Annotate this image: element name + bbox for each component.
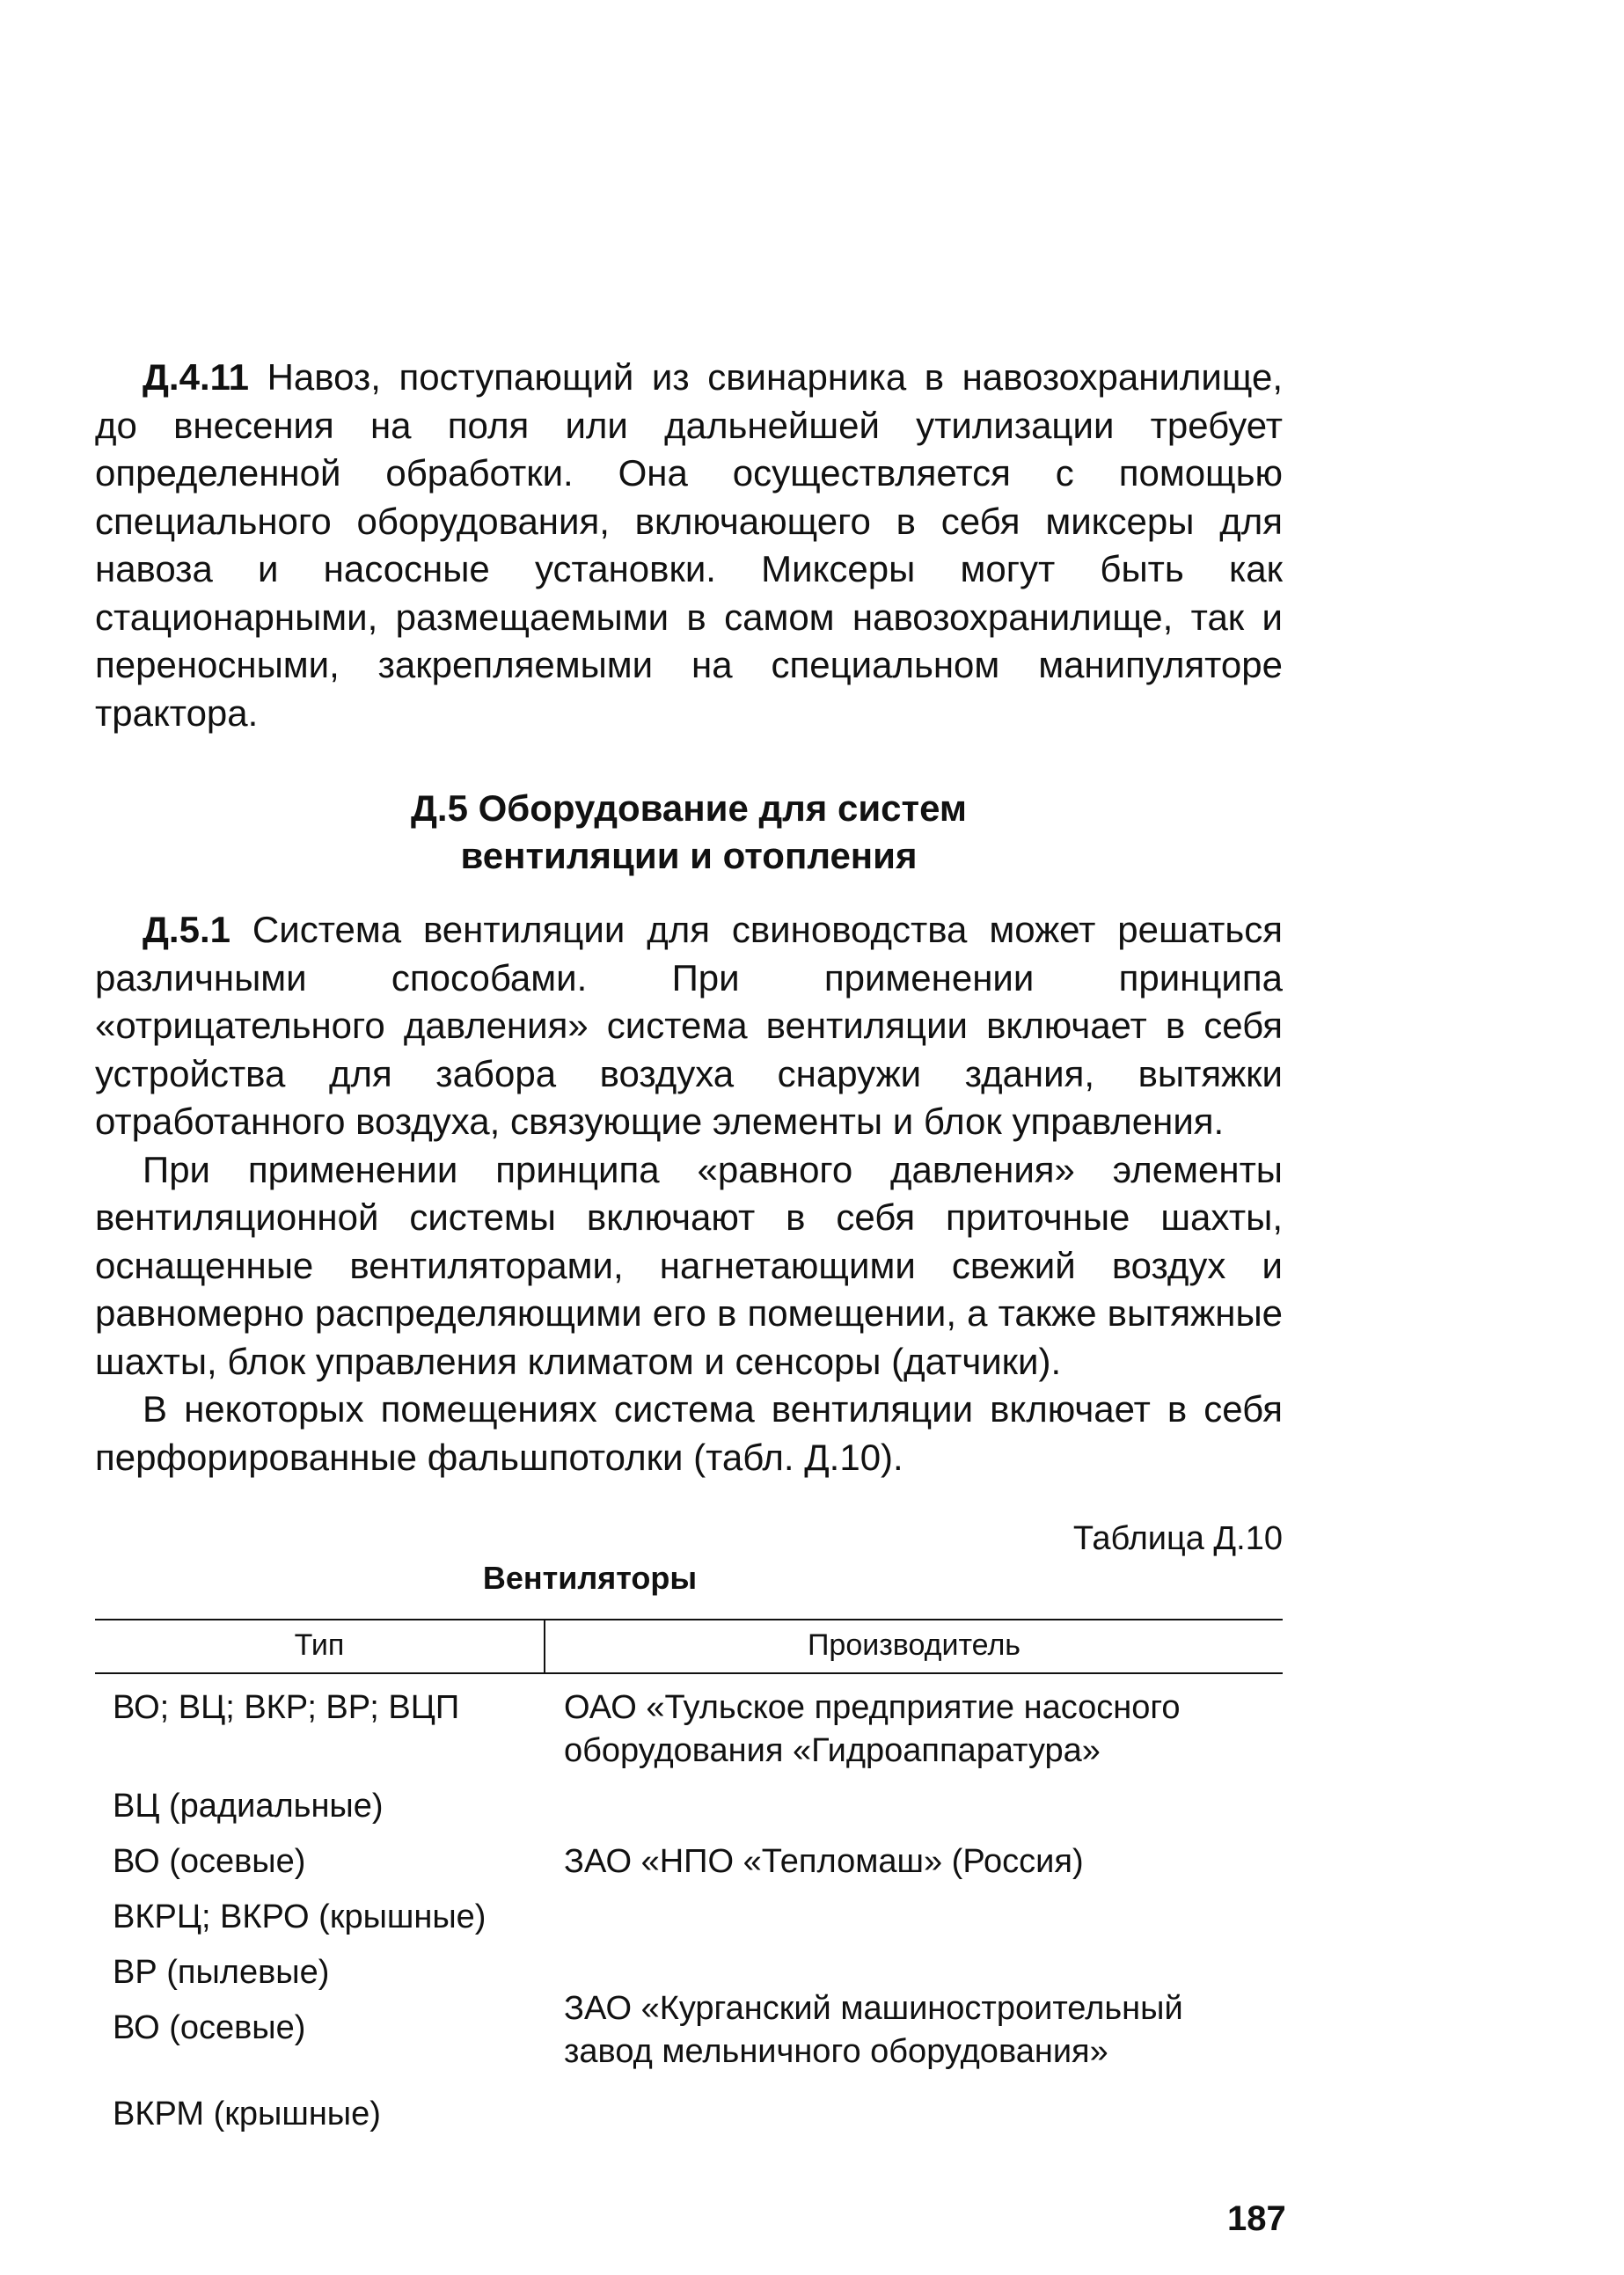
page-content — [95, 354, 1283, 2136]
type-cell: ВО (осевые) — [113, 2009, 306, 2046]
section-heading-line1: Д.5 Оборудование для систем — [411, 787, 967, 829]
manufacturer-cell — [545, 1686, 1283, 1773]
table-header-row — [95, 1620, 1283, 1673]
type-cell: ВКРМ (крышные) — [113, 2096, 381, 2132]
manufacturer-line: завод мельничного оборудования» — [564, 2033, 1108, 2070]
paragraph-number: Д.4.11 — [143, 356, 250, 398]
table-row — [95, 1686, 1283, 1730]
type-cell: ВЦ (радиальные) — [113, 1788, 384, 1825]
manufacturer-line: ОАО «Тульское предприятие насосного — [564, 1689, 1181, 1726]
table-row — [95, 1896, 1283, 1939]
paragraph-d4-11 — [95, 354, 1283, 737]
header-type: Тип — [95, 1620, 545, 1673]
paragraph-number: Д.5.1 — [143, 909, 230, 950]
paragraph-ceilings: В некоторых помещениях система вентиляции включает в себя перфорированные фальшпотолки (табл. Д.10). — [95, 1388, 1283, 1478]
fans-table — [95, 1619, 1283, 2136]
paragraph-text: Навоз, поступающий из свинарника в навозохранилище, до внесения на поля или дальнейшей утилизации требует определенной обработки. Она осуществляется с помощью специального оборудования, включающего в себя миксеры для навоза и насосные установки. Миксеры могут быть как стационарными, размещаемыми в самом навозохранилище, так и переносными, закрепляемыми на специальном манипуляторе трактора. — [95, 356, 1284, 734]
type-cell: ВО (осевые) — [113, 1843, 306, 1880]
type-cell: ВКРЦ; ВКРО (крышные) — [113, 1898, 486, 1935]
table-row — [95, 1840, 1283, 1884]
paragraph-d5-1 — [95, 906, 1283, 1146]
section-heading-line2: вентиляции и отопления — [460, 835, 918, 876]
type-cell: ВР (пылевые) — [113, 1954, 330, 1991]
header-manufacturer: Производитель — [545, 1620, 1283, 1673]
manufacturer-line: оборудования «Гидроаппаратура» — [564, 1732, 1101, 1769]
type-cell: ВО; ВЦ; ВКР; ВР; ВЦП — [113, 1689, 460, 1726]
table-title: Вентиляторы — [482, 1560, 698, 1596]
manufacturer-cell: ЗАО «НПО «Тепломаш» (Россия) — [564, 1843, 1084, 1880]
table-row — [95, 1785, 1283, 1828]
table-row — [95, 2007, 1283, 2081]
table-caption: Таблица Д.10 — [1072, 1520, 1283, 1557]
manufacturer-line: ЗАО «Курганский машиностроительный — [564, 1990, 1183, 2027]
page-number: 187 — [1227, 2199, 1286, 2238]
paragraph-equal-pressure: При применении принципа «равного давления» элементы вентиляционной системы включают в себя приточные шахты, оснащенные вентиляторами, нагнетающими свежий воздух и равномерно распределяющими его в помещении, а также вытяжные шахты, блок управления климатом и сенсоры (датчики). — [95, 1148, 1283, 1382]
manufacturer-cell — [545, 1987, 1283, 2074]
section-heading — [95, 785, 1283, 880]
table-row — [95, 2093, 1283, 2136]
paragraph-text: Система вентиляции для свиноводства может решаться различными способами. При применении принципа «отрицательного давления» система вентиляции включает в себя устройства для забора воздуха снаружи здания, вытяжки отработанного воздуха, связующие элементы и блок управления. — [95, 909, 1283, 1142]
